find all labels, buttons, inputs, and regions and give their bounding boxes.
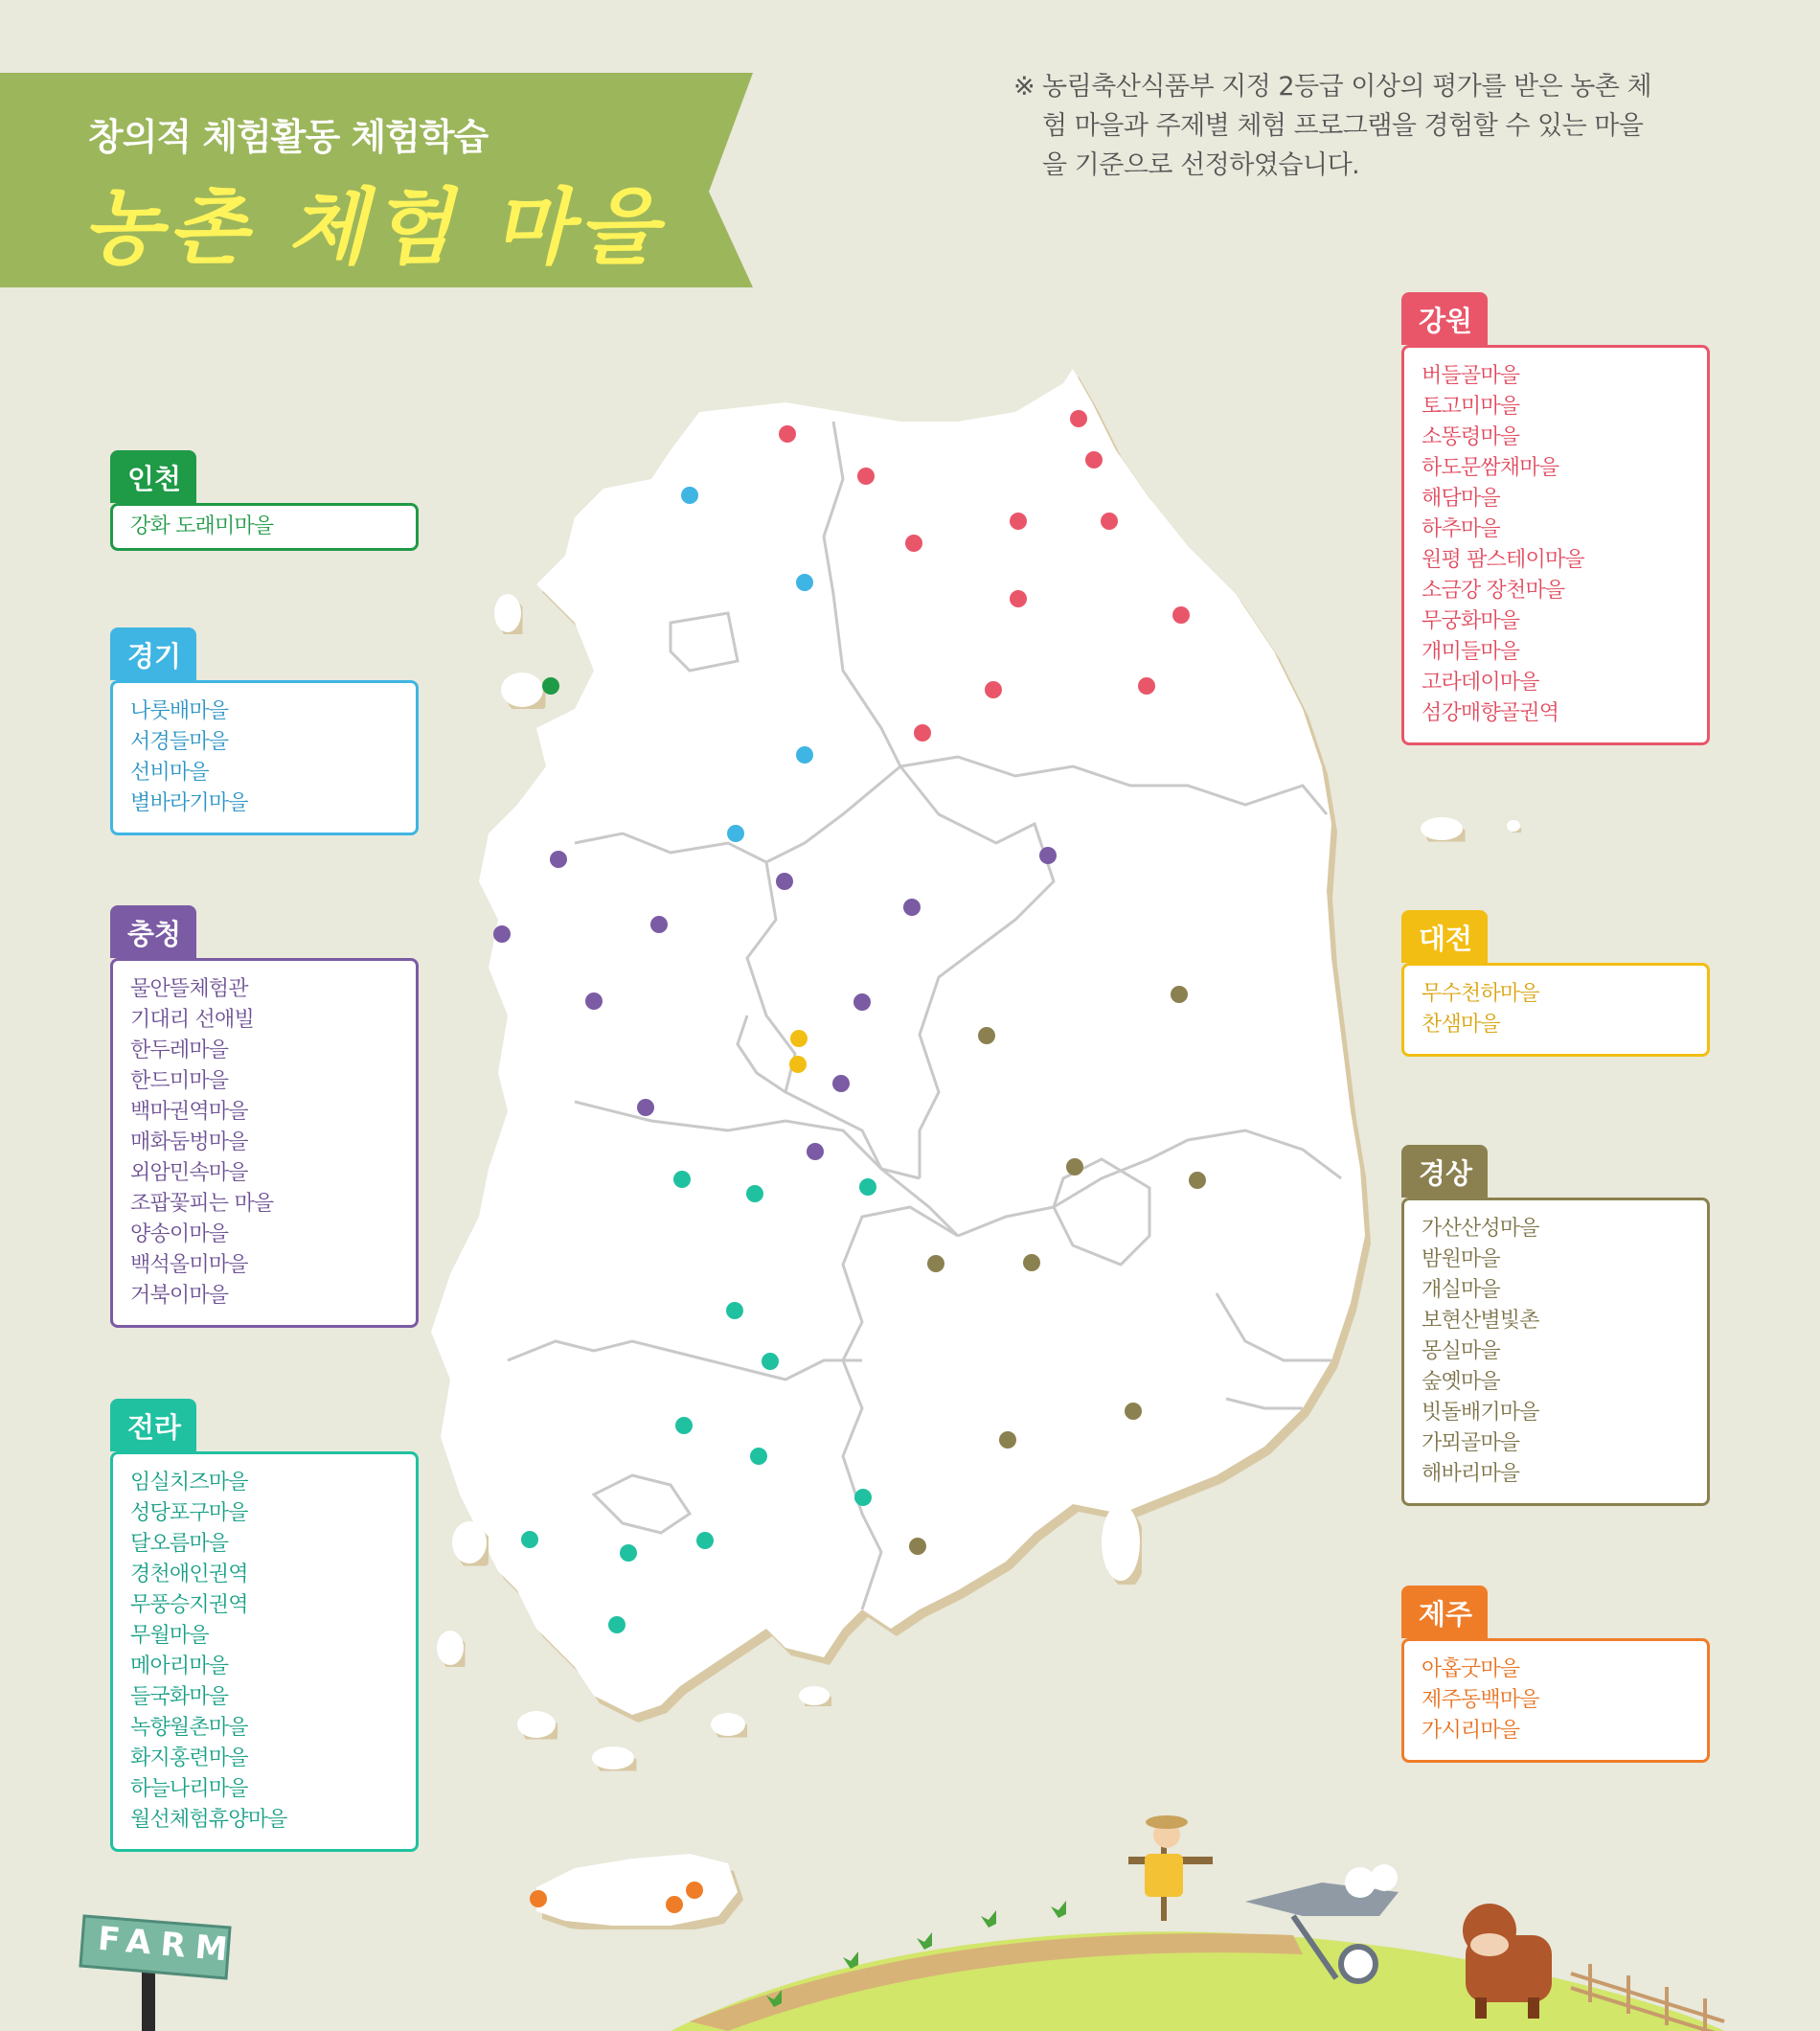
village-marker-jeolla [673,1171,691,1188]
village-marker-gangwon [1010,590,1027,607]
village-name: 찬샘마을 [1422,1013,1500,1037]
village-marker-jeolla [521,1531,538,1548]
village-name: 가산산성마을 [1422,1217,1539,1241]
village-marker-jeolla [620,1544,637,1562]
village-marker-gangwon [1085,451,1103,468]
village-marker-chungcheong [550,851,567,868]
village-name: 조팝꽃피는 마을 [130,1192,274,1216]
village-name: 양송이마을 [130,1222,229,1246]
village-name: 가시리마을 [1422,1719,1520,1743]
region-gyeongsang-list [1401,1198,1710,1506]
village-name: 가뫼골마을 [1422,1431,1520,1455]
region-gangwon [1401,292,1710,745]
village-marker-gyeongsang [1066,1158,1083,1175]
banner-subtitle: 창의적 체험활동 체험학습 [88,116,489,158]
village-marker-chungcheong [903,899,921,916]
village-marker-gyeonggi [796,746,813,764]
village-marker-gangwon [1070,410,1087,427]
village-marker-gyeongsang [1023,1254,1040,1271]
village-marker-jeju [666,1896,683,1913]
note-mark: ※ [1013,72,1035,102]
village-name: 밤원마을 [1422,1247,1500,1271]
island [1421,817,1463,840]
village-name: 성당포구마을 [130,1501,248,1525]
village-marker-gyeongsang [1171,986,1188,1003]
village-name: 빗돌배기마을 [1422,1401,1539,1425]
village-marker-gangwon [985,681,1002,698]
village-name: 보현산별빛촌 [1422,1309,1539,1333]
village-marker-daejeon [789,1056,807,1073]
island [592,1746,634,1769]
village-name: 물안뜰체험관 [130,977,248,1001]
village-marker-jeolla [726,1302,743,1319]
village-marker-gyeongsang [909,1538,926,1555]
region-gyeongsang-tag: 경상 [1401,1145,1488,1198]
island [711,1713,745,1736]
farm-sign-text: FARM [96,1919,239,1971]
village-name: 해담마을 [1422,487,1500,511]
region-jeju [1401,1586,1710,1763]
island [1507,820,1520,832]
village-marker-chungcheong [637,1099,654,1116]
village-marker-gyeonggi [727,825,744,842]
village-name: 소똥령마을 [1422,425,1520,449]
village-marker-jeolla [854,1489,872,1506]
village-marker-chungcheong [776,873,793,890]
village-name: 하도문쌈채마을 [1422,456,1559,480]
village-marker-chungcheong [853,993,871,1011]
village-name: 무궁화마을 [1422,609,1520,633]
village-name: 개실마을 [1422,1278,1500,1302]
village-marker-chungcheong [807,1143,824,1160]
village-name: 월선체험휴양마을 [130,1808,287,1832]
village-marker-gangwon [857,468,875,485]
note-text: 농림축산식품부 지정 2등급 이상의 평가를 받은 농촌 체험 마을과 주제별 체험 프로그램을 경험할 수 있는 마을을 기준으로 선정하였습니다. [1042,72,1652,180]
village-marker-gangwon [1010,513,1027,530]
village-name: 기대리 선애빌 [130,1008,254,1032]
village-marker-jeolla [696,1532,714,1549]
village-name: 백석올미마을 [130,1253,248,1277]
village-marker-gangwon [1101,513,1118,530]
village-name: 버들골마을 [1422,364,1520,388]
village-name: 별바라기마을 [130,791,248,815]
village-name: 들국화마을 [130,1685,229,1709]
village-marker-gyeonggi [681,487,698,504]
village-name: 토고미마을 [1422,395,1520,419]
village-name: 개미들마을 [1422,640,1520,664]
village-marker-jeolla [675,1417,693,1434]
island [799,1686,830,1705]
village-name: 섬강매향골권역 [1422,701,1559,725]
village-marker-gyeongsang [927,1255,944,1272]
village-name: 제주동백마을 [1422,1688,1539,1712]
region-jeolla-tag: 전라 [110,1399,196,1451]
village-name: 무풍승지권역 [130,1593,248,1617]
region-gyeonggi-list [110,680,419,835]
region-jeolla-list [110,1451,419,1852]
village-marker-gangwon [1172,606,1190,624]
village-name: 하추마을 [1422,517,1500,541]
village-name: 녹향월촌마을 [130,1716,248,1740]
village-marker-incheon [542,677,559,695]
region-incheon-tag: 인천 [110,450,196,503]
village-marker-gyeongsang [1125,1403,1142,1420]
village-name: 고라데이마을 [1422,671,1539,695]
village-name: 메아리마을 [130,1654,229,1678]
region-chungcheong-list [110,958,419,1328]
region-chungcheong-tag: 충청 [110,905,196,958]
village-marker-gangwon [914,724,931,742]
island [517,1711,556,1738]
village-marker-gangwon [779,425,796,443]
village-name: 나룻배마을 [130,699,229,723]
village-name: 몽실마을 [1422,1339,1500,1363]
village-name: 거북이마을 [130,1284,229,1308]
region-gyeongsang [1401,1145,1710,1506]
village-name: 외암민속마을 [130,1161,248,1185]
village-name: 원평 팜스테이마을 [1422,548,1584,572]
village-name: 임실치즈마을 [130,1471,248,1495]
island [501,673,543,707]
village-name: 해바리마을 [1422,1462,1520,1486]
scarecrow-illustration [1128,1815,1213,1921]
banner-title: 농촌 체험 마을 [82,179,664,276]
region-jeju-list [1401,1638,1710,1763]
village-name: 숲옛마을 [1422,1370,1500,1394]
village-name: 무수천하마을 [1422,982,1539,1006]
village-name: 한드미마을 [130,1069,229,1093]
village-name: 소금강 장천마을 [1422,579,1565,603]
region-jeolla [110,1399,419,1852]
region-incheon [110,450,419,551]
region-incheon-list [110,503,419,551]
village-marker-jeolla [750,1448,767,1465]
village-name: 서경들마을 [130,730,229,754]
island [437,1631,464,1665]
village-name: 한두레마을 [130,1038,229,1062]
region-gyeonggi [110,628,419,835]
village-marker-daejeon [790,1030,808,1047]
village-marker-chungcheong [493,925,511,943]
village-name: 아홉굿마을 [1422,1657,1520,1681]
village-marker-jeju [530,1890,547,1907]
village-marker-jeolla [859,1178,876,1196]
island [452,1521,487,1563]
village-name: 선비마을 [130,761,209,785]
region-chungcheong [110,905,419,1328]
mainland-shape [431,369,1365,1715]
village-marker-jeolla [746,1185,763,1202]
village-marker-chungcheong [832,1075,850,1092]
village-marker-chungcheong [1039,847,1057,864]
village-name: 백마권역마을 [130,1100,248,1124]
village-marker-jeolla [608,1616,626,1633]
village-name: 달오름마을 [130,1532,229,1556]
island [494,594,521,632]
village-marker-gyeongsang [1189,1172,1206,1189]
island [1102,1504,1140,1581]
region-daejeon [1401,910,1710,1057]
village-name: 하늘나리마을 [130,1777,248,1801]
village-marker-gyeongsang [978,1027,995,1044]
region-gangwon-tag: 강원 [1401,292,1488,345]
village-name: 강화 도래미마을 [130,514,274,538]
region-jeju-tag: 제주 [1401,1586,1488,1638]
region-gangwon-list [1401,345,1710,745]
village-marker-gangwon [1138,677,1155,695]
village-marker-gangwon [905,535,922,552]
village-name: 화지홍련마을 [130,1746,248,1770]
village-marker-jeju [686,1882,703,1899]
village-name: 무월마을 [130,1624,209,1648]
village-marker-jeolla [762,1353,779,1370]
village-marker-gyeongsang [999,1431,1016,1449]
region-gyeonggi-tag: 경기 [110,628,196,680]
village-marker-gyeonggi [796,574,813,591]
village-name: 매화둠벙마을 [130,1130,248,1154]
region-daejeon-tag: 대전 [1401,910,1488,963]
village-name: 경천애인권역 [130,1563,248,1586]
region-daejeon-list [1401,963,1710,1057]
village-marker-chungcheong [650,916,668,933]
jeju-island-shape [536,1854,738,1926]
village-marker-chungcheong [585,993,603,1010]
cow-illustration [1463,1904,1552,2019]
